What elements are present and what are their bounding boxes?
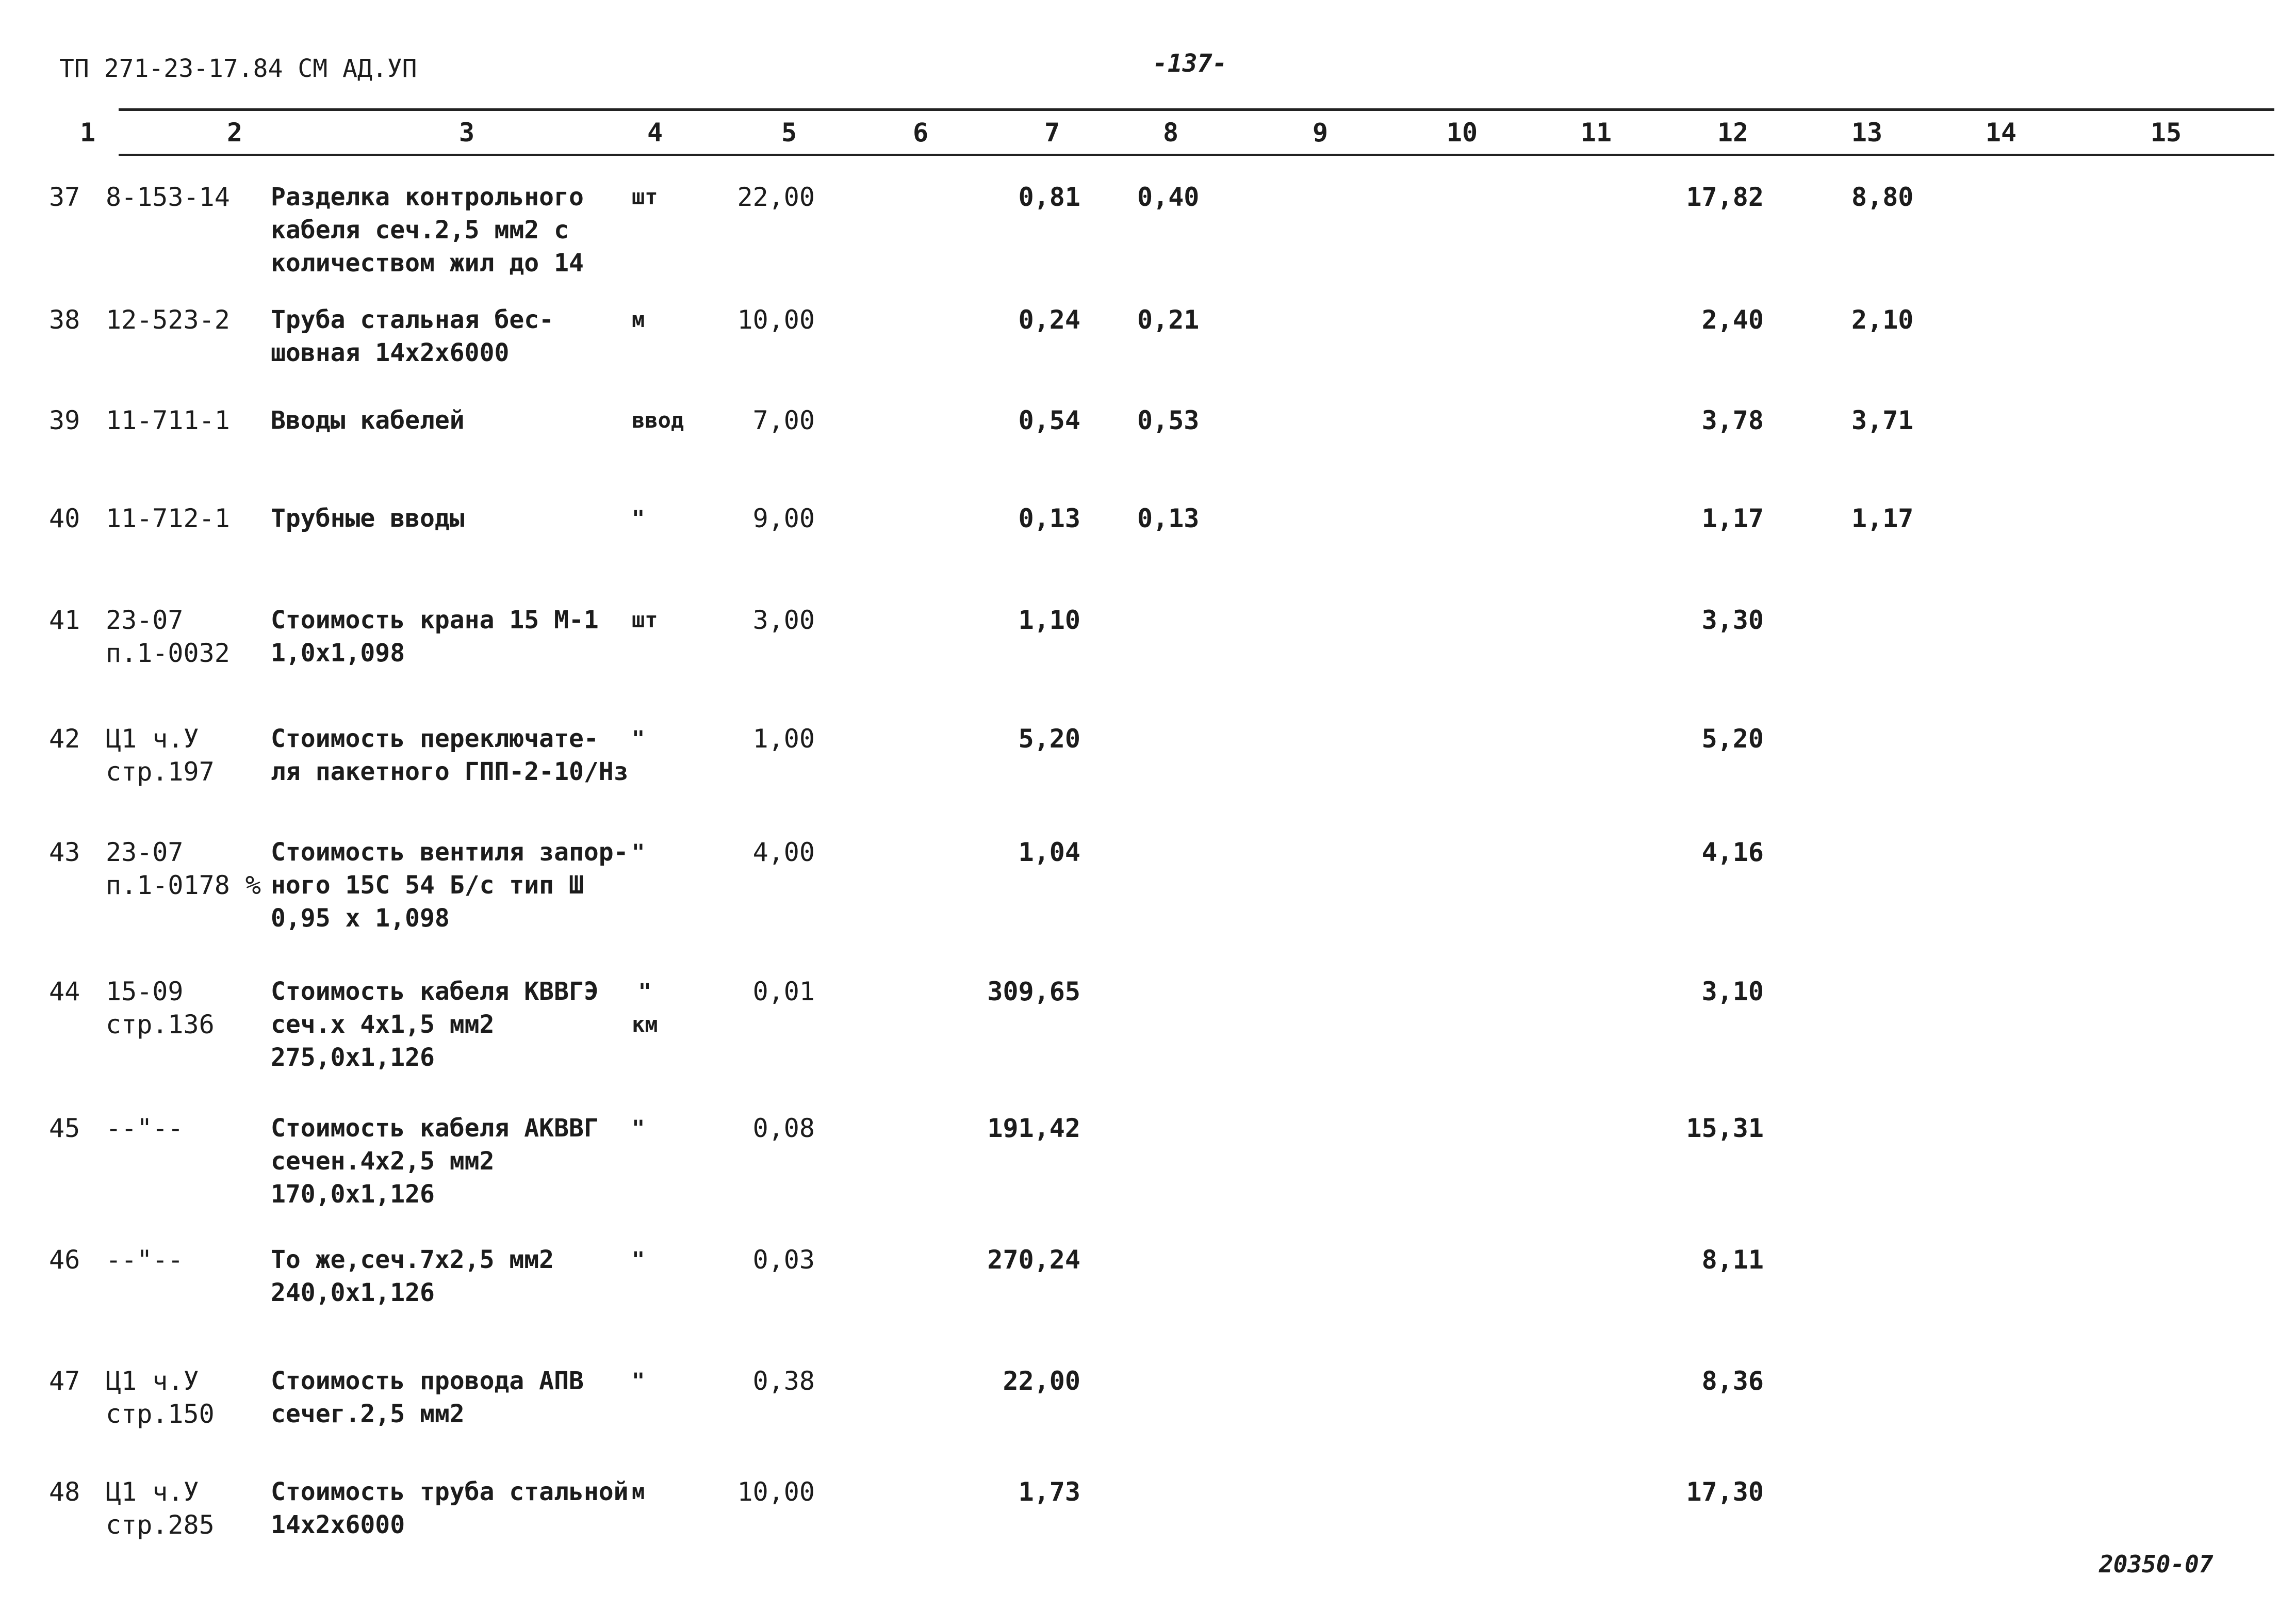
row-col8: 0,21 (1137, 305, 1200, 335)
row-number: 40 (49, 503, 80, 533)
row-quantity: 0,01 (752, 977, 815, 1006)
row-col7: 1,04 (1018, 837, 1080, 867)
row-code: 23-07 п.1-0032 (106, 605, 230, 668)
row-col12: 2,40 (1701, 305, 1764, 335)
row-code: Ц1 ч.У стр.150 (106, 1366, 215, 1429)
row-col7: 0,54 (1018, 405, 1080, 435)
row-description: Труба стальная бес- шовная 14х2х6000 (271, 305, 554, 367)
row-quantity: 7,00 (752, 405, 815, 435)
row-number: 48 (49, 1477, 80, 1507)
row-col13: 3,71 (1851, 405, 1914, 435)
row-unit: шт (632, 184, 658, 209)
row-code: 12-523-2 (106, 305, 230, 335)
column-number: 3 (458, 118, 475, 148)
row-col12: 4,16 (1701, 837, 1764, 867)
row-col7: 1,73 (1018, 1477, 1080, 1507)
row-unit: " (632, 1115, 645, 1141)
row-unit: м (632, 1479, 645, 1504)
row-unit: " км (632, 979, 658, 1037)
row-col12: 5,20 (1701, 724, 1764, 754)
row-description: Вводы кабелей (271, 406, 465, 435)
column-number: 6 (912, 118, 929, 148)
row-col12: 17,30 (1686, 1477, 1764, 1507)
row-unit: м (632, 307, 645, 332)
row-description: Стоимость вентиля запор- ного 15С 54 Б/с тип Ш 0,95 х 1,098 (271, 838, 629, 933)
row-col7: 0,81 (1018, 182, 1080, 212)
row-code: 23-07 п.1-0178 % (106, 837, 261, 900)
row-col7: 0,13 (1018, 503, 1080, 533)
row-quantity: 0,03 (752, 1245, 815, 1275)
row-unit: " (632, 1368, 645, 1393)
row-unit: ввод (632, 408, 684, 433)
row-description: То же,сеч.7х2,5 мм2 240,0х1,126 (271, 1245, 554, 1307)
column-number: 9 (1312, 118, 1329, 148)
column-number: 5 (781, 118, 797, 148)
row-number: 42 (49, 724, 80, 754)
header-rule-bottom (119, 154, 2274, 156)
column-number: 11 (1580, 118, 1612, 148)
row-quantity: 1,00 (752, 724, 815, 754)
row-quantity: 22,00 (737, 182, 815, 212)
row-col12: 3,10 (1701, 977, 1764, 1006)
row-number: 39 (49, 405, 80, 435)
row-number: 41 (49, 605, 80, 635)
row-code: 11-712-1 (106, 503, 230, 533)
row-col7: 1,10 (1018, 605, 1080, 635)
row-col12: 8,36 (1701, 1366, 1764, 1396)
row-unit: " (632, 726, 645, 751)
row-col12: 3,30 (1701, 605, 1764, 635)
row-description: Стоимость кабеля АКВВГ сечен.4х2,5 мм2 170,0х1,126 (271, 1114, 599, 1209)
row-col13: 2,10 (1851, 305, 1914, 335)
row-col13: 8,80 (1851, 182, 1914, 212)
row-number: 43 (49, 837, 80, 867)
row-col8: 0,13 (1137, 503, 1200, 533)
row-number: 45 (49, 1113, 80, 1143)
column-number: 4 (647, 118, 663, 148)
row-quantity: 10,00 (737, 305, 815, 335)
row-code: --"-- (106, 1113, 184, 1143)
row-quantity: 10,00 (737, 1477, 815, 1507)
row-col12: 15,31 (1686, 1113, 1764, 1143)
row-code: 11-711-1 (106, 405, 230, 435)
document-code: ТП 271-23-17.84 СМ АД.УП (59, 54, 417, 83)
row-quantity: 0,38 (752, 1366, 815, 1396)
row-description: Стоимость кабеля КВВГЭ сеч.х 4х1,5 мм2 275,0х1,126 (271, 977, 599, 1072)
row-number: 38 (49, 305, 80, 335)
header-rule-top (119, 108, 2274, 111)
row-unit: шт (632, 607, 658, 632)
row-col12: 3,78 (1701, 405, 1764, 435)
column-number: 2 (226, 118, 243, 148)
row-description: Стоимость провода АПВ сечег.2,5 мм2 (271, 1367, 584, 1428)
row-col7: 270,24 (987, 1245, 1080, 1275)
row-description: Стоимость переключате- ля пакетного ГПП-2-10/Нз (271, 724, 629, 786)
row-col7: 5,20 (1018, 724, 1080, 754)
row-quantity: 9,00 (752, 503, 815, 533)
row-col12: 1,17 (1701, 503, 1764, 533)
row-col12: 17,82 (1686, 182, 1764, 212)
row-quantity: 0,08 (752, 1113, 815, 1143)
column-number: 13 (1851, 118, 1883, 148)
row-description: Разделка контрольного кабеля сеч.2,5 мм2 с количеством жил до 14 (271, 183, 584, 278)
row-code: Ц1 ч.У стр.285 (106, 1477, 215, 1540)
column-number: 12 (1717, 118, 1749, 148)
row-col12: 8,11 (1701, 1245, 1764, 1275)
row-number: 37 (49, 182, 80, 212)
row-code: Ц1 ч.У стр.197 (106, 724, 215, 787)
column-number: 8 (1162, 118, 1179, 148)
row-number: 44 (49, 977, 80, 1006)
row-unit: " (632, 1247, 645, 1272)
row-unit: " (632, 839, 645, 865)
row-description: Трубные вводы (271, 504, 465, 533)
page-number: -137- (1153, 49, 1227, 78)
row-number: 46 (49, 1245, 80, 1275)
row-unit: " (632, 506, 645, 531)
row-col13: 1,17 (1851, 503, 1914, 533)
footer-stamp: 20350-07 (2099, 1550, 2213, 1578)
column-number: 1 (79, 118, 96, 148)
row-code: 15-09 стр.136 (106, 977, 215, 1039)
row-col8: 0,53 (1137, 405, 1200, 435)
row-col7: 0,24 (1018, 305, 1080, 335)
row-col7: 191,42 (987, 1113, 1080, 1143)
row-col8: 0,40 (1137, 182, 1200, 212)
row-number: 47 (49, 1366, 80, 1396)
row-code: --"-- (106, 1245, 184, 1275)
row-quantity: 3,00 (752, 605, 815, 635)
column-number: 10 (1446, 118, 1478, 148)
row-col7: 22,00 (1003, 1366, 1080, 1396)
row-quantity: 4,00 (752, 837, 815, 867)
row-description: Стоимость крана 15 М-1 1,0х1,098 (271, 606, 599, 668)
column-number: 14 (1985, 118, 2017, 148)
column-number: 7 (1044, 118, 1060, 148)
row-col7: 309,65 (987, 977, 1080, 1006)
column-number: 15 (2150, 118, 2182, 148)
row-code: 8-153-14 (106, 182, 230, 212)
row-description: Стоимость труба стальной 14х2х6000 (271, 1477, 629, 1539)
